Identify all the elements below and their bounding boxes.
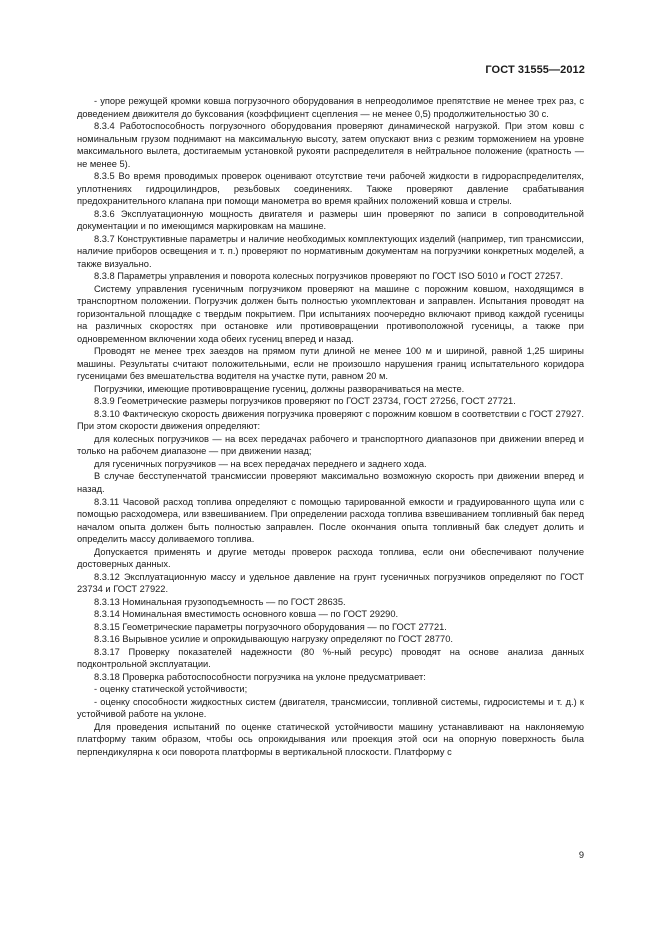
paragraph: 8.3.11 Часовой расход топлива определяют с помощью тарированной емкости и градуированного щупа или с помощью расходомера, или взвешиванием. При определении расхода топлива взвешиванием топливный бак перед началом опыта должен быть полностью заправлен. После окончания опыта топливный бак следует долить и определить массу доливаемого топлива. (77, 496, 584, 545)
paragraph: 8.3.6 Эксплуатационную мощность двигателя и размеры шин проверяют по записи в сопроводительной документации и по имеющимся маркировкам на машине. (77, 208, 584, 232)
paragraph: Для проведения испытаний по оценке статической устойчивости машину устанавливают на наклоняемую платформу таким образом, чтобы ось опрокидывания или проекция этой оси на опорную поверхность была перпендикулярна к оси поворота платформы в вертикальной плоскости. Платформу с (77, 721, 584, 757)
paragraph: 8.3.4 Работоспособность погрузочного оборудования проверяют динамической нагрузкой. При этом ковш с номинальным грузом поднимают на максимальную высоту, затем опускают вниз с резким торможением на уровне максимального вылета, достигаемым установкой рукояти распределителя в нейтральное положение (кратность — не менее 5). (77, 121, 584, 169)
paragraph: 8.3.18 Проверка работоспособности погрузчика на уклоне предусматривает: (94, 671, 426, 682)
paragraph: Погрузчики, имеющие противовращение гусениц, должны разворачиваться на месте. (94, 383, 465, 394)
document-body (77, 95, 584, 758)
paragraph: 8.3.12 Эксплуатационную массу и удельное давление на грунт гусеничных погрузчиков определяют по ГОСТ 23734 и ГОСТ 27922. (77, 571, 584, 595)
paragraph: 8.3.13 Номинальная грузоподъемность — по ГОСТ 28635. (94, 596, 346, 607)
page-number: 9 (578, 850, 584, 860)
paragraph: Проводят не менее трех заездов на прямом пути длиной не менее 100 м и шириной, равной 1,25 ширины машины. Результаты считают положительными, если не произошло нарушения границ испытательного коридора гусеницами без вмешательства водителя на участке пути, равном 20 м. (77, 346, 584, 382)
paragraph: 8.3.8 Параметры управления и поворота колесных погрузчиков проверяют по ГОСТ ISO 5010 и ГОСТ 27257. (94, 271, 564, 282)
paragraph: Допускается применять и другие методы проверок расхода топлива, если они обеспечивают получение достоверных данных. (77, 546, 584, 570)
document-header: ГОСТ 31555—2012 (485, 64, 585, 76)
paragraph: - оценку статической устойчивости; (94, 684, 248, 695)
paragraph: Систему управления гусеничным погрузчиком проверяют на машине с порожним ковшом, находящимся в транспортном положении. Погрузчик должен быть полностью укомплектован и заправлен. Испытания проводят на горизонтальной площадке с твердым покрытием. При испытаниях поочередно включают привод каждой гусеницы на различных скоростях при остановке или противовращении противоположной гусеницы, а также при одновременном включении хода обеих гусениц вперед и назад. (77, 283, 584, 344)
paragraph: - оценку способности жидкостных систем (двигателя, трансмиссии, топливной системы, гидросистемы и т. д.) к устойчивой работе на уклоне. (77, 696, 584, 720)
paragraph: 8.3.7 Конструктивные параметры и наличие необходимых комплектующих изделий (например, тип трансмиссии, наличие приборов освещения и т. п.) проверяют по нормативным документам на погрузчики конкретных моделей, а также визуально. (77, 233, 584, 269)
paragraph: - упоре режущей кромки ковша погрузочного оборудования в непреодолимое препятствие не менее трех раз, с доведением движителя до буксования (коэффициент сцепления — не менее 0,5) продолжительностью 30 с. (77, 96, 584, 119)
paragraph: 8.3.10 Фактическую скорость движения погрузчика проверяют с порожним ковшом в соответствии с ГОСТ 27927. При этом скорости движения определяют: (77, 408, 584, 432)
paragraph: 8.3.14 Номинальная вместимость основного ковша — по ГОСТ 29290. (94, 609, 399, 620)
paragraph: 8.3.17 Проверку показателей надежности (80 %-ный ресурс) проводят на основе анализа данных подконтрольной эксплуатации. (77, 646, 584, 670)
paragraph: 8.3.16 Вырывное усилие и опрокидывающую нагрузку определяют по ГОСТ 28770. (94, 634, 453, 645)
paragraph: для гусеничных погрузчиков — на всех передачах переднего и заднего хода. (94, 458, 427, 469)
paragraph: 8.3.5 Во время проводимых проверок оценивают отсутствие течи рабочей жидкости в гидрораспределителях, уплотнениях гидроцилиндров, резьбовых соединениях. Также проверяют давление срабатывания предохранительного клапана при помощи манометра во время крайних положений ковша и стрелы. (77, 171, 584, 207)
paragraph: 8.3.15 Геометрические параметры погрузочного оборудования — по ГОСТ 27721. (94, 621, 447, 632)
paragraph: для колесных погрузчиков — на всех передачах рабочего и транспортного диапазонов при движении вперед и только на рабочем диапазоне — при движении назад; (77, 433, 584, 457)
paragraph: 8.3.9 Геометрические размеры погрузчиков проверяют по ГОСТ 23734, ГОСТ 27256, ГОСТ 27721. (94, 396, 516, 407)
paragraph: В случае бесступенчатой трансмиссии проверяют максимально возможную скорость при движении вперед и назад. (77, 471, 584, 494)
